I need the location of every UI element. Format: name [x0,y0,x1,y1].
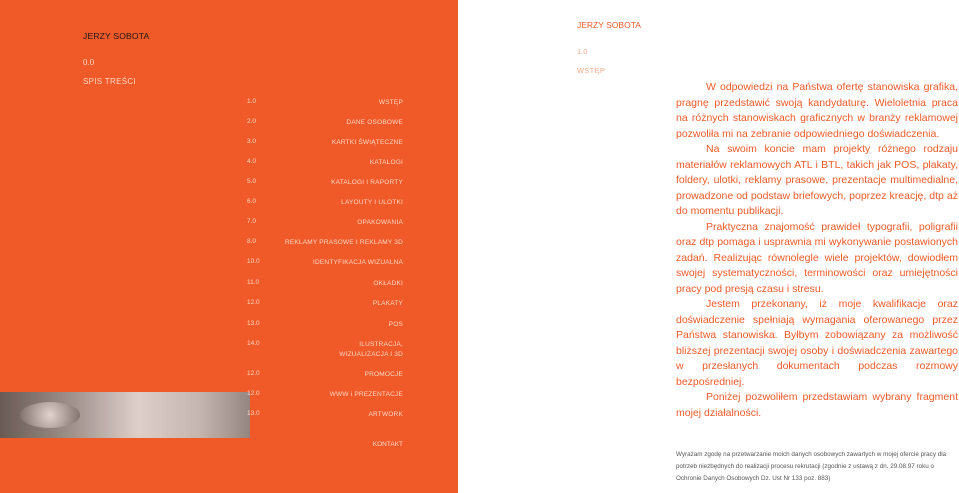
toc-label: KATALOGI [369,159,403,166]
paragraph: Na swoim koncie mam projekty różnego rodzaju materiałów reklamowych ATL i BTL, takich jak POS, plakaty, foldery, ulotki, reklamy prasowe, prezentacje multimedialne, prowadzone od podstaw briefowych, poprzez kreację, dtp aż do momentu publikacji. [676,143,958,217]
toc-item[interactable] [0,98,458,112]
toc-number: 7.0 [247,218,257,225]
kontakt-link[interactable]: KONTAKT [372,441,403,448]
toc-label: ILUSTRACJA, WIZUALIZACJA I 3D [339,341,403,358]
toc-item[interactable] [0,158,458,172]
brand-name: JERZY SOBOTA [83,31,150,41]
toc-label: OPAKOWANIA [357,219,403,226]
toc-item[interactable] [0,178,458,192]
section-number: 0.0 [83,58,95,67]
paragraph: Poniżej pozwoliłem przedstawiam wybrany fragment mojej działalności. [676,391,958,419]
toc-number: 12.0 [247,390,260,397]
toc-label: WSTĘP [378,99,403,106]
toc-number: 2.0 [247,118,257,125]
toc-item[interactable] [0,279,458,293]
toc-label: DANE OSOBOWE [346,119,403,126]
toc-label: KATALOGI I RAPORTY [331,179,403,186]
paragraph: Praktyczna znajomość prawideł typografii, poligrafii oraz dtp pomaga i usprawnia mi wykonywanie postawionych zadań. Realizując równolegle wiele projektów, dowiodłem swojej systematyczności, terminowości oraz umiejętności pracy pod presją czasu i stresu. [676,220,958,295]
section-number-right: 1.0 [577,47,588,56]
toc-item[interactable] [0,390,458,404]
toc-item[interactable] [0,118,458,132]
section-title-right: WSTĘP [577,66,606,75]
toc-number: 11.0 [247,279,260,286]
toc-item[interactable] [0,218,458,232]
toc-number: 6.0 [247,198,257,205]
toc-number: 13.0 [247,320,260,327]
toc-label: WWW i PREZENTACJE [329,391,403,398]
intro-text [676,80,958,421]
toc-label: POS [388,321,403,328]
toc-label: IDENTYFIKACJA WIZUALNA [313,259,403,266]
toc-item[interactable] [0,198,458,212]
toc-item[interactable] [0,299,458,313]
toc-label: REKLAMY PRASOWE I REKLAMY 3D [284,239,403,246]
toc-number: 3.0 [247,138,257,145]
toc-number: 5.0 [247,178,257,185]
toc-number: 4.0 [247,158,257,165]
toc-label: LAYOUTY I ULOTKI [341,199,403,206]
toc-number: 10.0 [247,258,260,265]
toc-label: PLAKATY [372,300,403,307]
paragraph: Jestem przekonany, iż moje kwalifikacje oraz doświadczenie spełniają wymagania oferowanego przez Państwa stanowiska. Byłbym zobowiązany za możliwość bliższej prezentacji swojej osoby i doświadczenia zawartego w przesłanych dokumentach podczas rozmowy bezpośredniej. [676,298,958,388]
toc-label: OKŁADKI [373,280,403,287]
toc-number: 14.0 [247,340,260,347]
toc-label: KARTKI ŚWIĄTECZNE [331,139,403,146]
toc-item[interactable] [0,370,458,384]
toc-page [0,0,458,493]
toc-item[interactable] [0,238,458,252]
gdpr-consent-note: Wyrażam zgodę na przetwarzanie moich danych osobowych zawartych w mojej ofercie pracy dla potrzeb niezbędnych do realizacji procesu rekrutacji (zgodnie z ustawą z dn. 29.08.97 roku o Ochronie Danych Osobowych Dz. Ust Nr 133 poz. 883) [676,451,947,482]
toc-item[interactable] [0,320,458,334]
toc-number: 13.0 [247,410,260,417]
toc-item[interactable] [0,340,458,364]
toc-item[interactable] [0,138,458,152]
brand-name-right: JERZY SOBOTA [577,20,641,30]
paragraph: W odpowiedzi na Państwa ofertę stanowiska grafika, pragnę przedstawić swoją kandydaturę. Wieloletnia praca na różnych stanowiskach graficznych w branży reklamowej pozwoliła mi na zebranie odpowiedniego doświadczenia. [676,81,958,140]
toc-label: ARTWORK [368,411,403,418]
toc-item[interactable] [0,410,458,424]
toc-item[interactable] [0,258,458,272]
section-title: SPIS TREŚCI [83,77,136,86]
toc-number: 12.0 [247,370,260,377]
toc-number: 12.0 [247,299,260,306]
toc-number: 1.0 [247,98,257,105]
toc-label: PROMOCJE [364,371,403,378]
toc-number: 8.0 [247,238,257,245]
